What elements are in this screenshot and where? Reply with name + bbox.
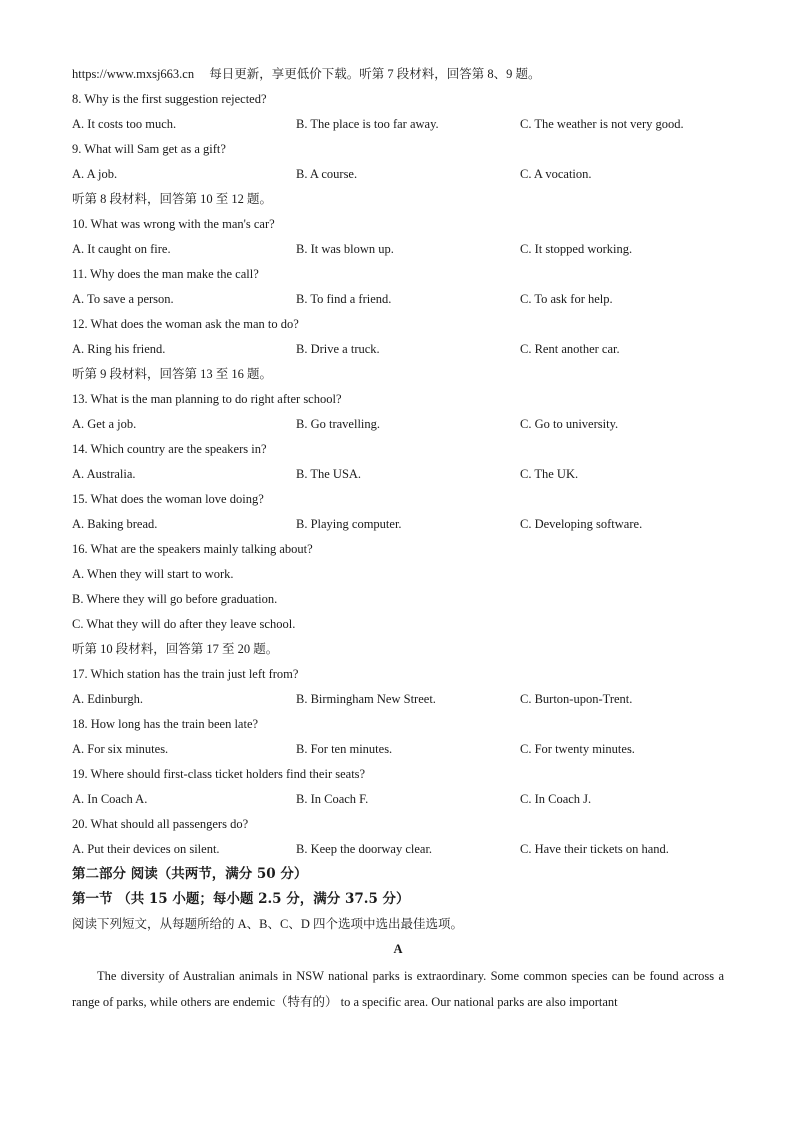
option-c: C. Burton-upon-Trent.: [520, 692, 633, 706]
options-row: [72, 112, 724, 137]
question-text: 19. Where should first-class ticket holders find their seats?: [72, 767, 366, 781]
option-b: B. The place is too far away.: [296, 117, 439, 131]
question-text: 13. What is the man planning to do right after school?: [72, 392, 342, 406]
option-b: B. Go travelling.: [296, 417, 381, 431]
option-b: B. The USA.: [296, 467, 362, 481]
option-a: A. Get a job.: [72, 417, 137, 431]
option-c: C. The weather is not very good.: [520, 117, 684, 131]
option-a: A. When they will start to work.: [72, 567, 234, 581]
question-block: [72, 487, 724, 537]
section-heading: 听第 10 段材料，回答第 17 至 20 题。: [72, 642, 279, 656]
option-b: B. It was blown up.: [296, 242, 394, 256]
option-c: C. What they will do after they leave school.: [72, 617, 296, 631]
section-heading: 听第 8 段材料，回答第 10 至 12 题。: [72, 192, 273, 206]
option-a: A. Australia.: [72, 467, 136, 481]
question-block: [72, 137, 724, 187]
header-line: [72, 62, 724, 87]
option-b: B. Birmingham New Street.: [296, 692, 436, 706]
passage-label: A: [393, 942, 403, 956]
option-c: C. A vocation.: [520, 167, 592, 181]
option-a: A. Edinburgh.: [72, 692, 143, 706]
section-heading: 听第 9 段材料，回答第 13 至 16 题。: [72, 367, 273, 381]
options-row: [72, 462, 724, 487]
option-a: A. Put their devices on silent.: [72, 842, 220, 856]
instruction-text: 阅读下列短文，从每题所给的 A、B、C、D 四个选项中选出最佳选项。: [72, 917, 463, 931]
option-c: C. For twenty minutes.: [520, 742, 635, 756]
option-c: C. To ask for help.: [520, 292, 613, 306]
question-text: 8. Why is the first suggestion rejected?: [72, 92, 267, 106]
option-c: C. The UK.: [520, 467, 579, 481]
options-row: [72, 237, 724, 262]
option-c: C. Have their tickets on hand.: [520, 842, 669, 856]
options-row: [72, 337, 724, 362]
option-a: A. Baking bread.: [72, 517, 158, 531]
option-a: A. In Coach A.: [72, 792, 148, 806]
question-block: [72, 762, 724, 812]
question-text: 9. What will Sam get as a gift?: [72, 142, 226, 156]
question-text: 17. Which station has the train just left from?: [72, 667, 299, 681]
options-row: [72, 287, 724, 312]
question-block: [72, 87, 724, 137]
question-block: [72, 312, 724, 362]
question-block: [72, 262, 724, 312]
option-b: B. A course.: [296, 167, 358, 181]
option-b: B. Where they will go before graduation.: [72, 592, 278, 606]
options-row: [72, 737, 724, 762]
options-row: [72, 162, 724, 187]
option-a: A. To save a person.: [72, 292, 174, 306]
option-c: C. Developing software.: [520, 517, 643, 531]
options-row: [72, 412, 724, 437]
option-c: C. In Coach J.: [520, 792, 592, 806]
question-block: [72, 812, 724, 862]
option-b: B. For ten minutes.: [296, 742, 393, 756]
options-row: [72, 837, 724, 862]
question-text: 20. What should all passengers do?: [72, 817, 249, 831]
question-block: [72, 537, 724, 637]
question-block: [72, 212, 724, 262]
question-block: [72, 662, 724, 712]
question-text: 18. How long has the train been late?: [72, 717, 259, 731]
part-title: 第二部分 阅读（共两节，满分 50 分）: [72, 866, 308, 882]
option-a: A. It costs too much.: [72, 117, 177, 131]
question-block: [72, 712, 724, 762]
header-notice: 每日更新，享更低价下载。听第 7 段材料，回答第 8、9 题。: [209, 67, 541, 81]
question-text: 16. What are the speakers mainly talking about?: [72, 542, 313, 556]
question-text: 11. Why does the man make the call?: [72, 267, 259, 281]
question-text: 14. Which country are the speakers in?: [72, 442, 267, 456]
option-b: B. In Coach F.: [296, 792, 369, 806]
source-url: https://www.mxsj663.cn: [72, 67, 195, 81]
option-a: A. For six minutes.: [72, 742, 169, 756]
question-text: 10. What was wrong with the man's car?: [72, 217, 275, 231]
options-row: [72, 687, 724, 712]
option-b: B. To find a friend.: [296, 292, 392, 306]
options-row: [72, 787, 724, 812]
option-c: C. It stopped working.: [520, 242, 633, 256]
option-b: B. Playing computer.: [296, 517, 402, 531]
question-text: 15. What does the woman love doing?: [72, 492, 264, 506]
question-block: [72, 387, 724, 437]
option-b: B. Drive a truck.: [296, 342, 380, 356]
passage-text: The diversity of Australian animals in NSW national parks is extraordinary. Some common species can be found across a range of parks, while others are endemic（特有的） to a specific area. Our national parks are also important: [72, 969, 724, 1009]
option-c: C. Rent another car.: [520, 342, 620, 356]
option-a: A. A job.: [72, 167, 118, 181]
option-a: A. Ring his friend.: [72, 342, 166, 356]
question-text: 12. What does the woman ask the man to do?: [72, 317, 299, 331]
section-title: 第一节 （共 15 小题；每小题 2.5 分，满分 37.5 分）: [72, 891, 410, 907]
option-c: C. Go to university.: [520, 417, 619, 431]
question-block: [72, 437, 724, 487]
option-b: B. Keep the doorway clear.: [296, 842, 433, 856]
options-row: [72, 512, 724, 537]
option-a: A. It caught on fire.: [72, 242, 171, 256]
